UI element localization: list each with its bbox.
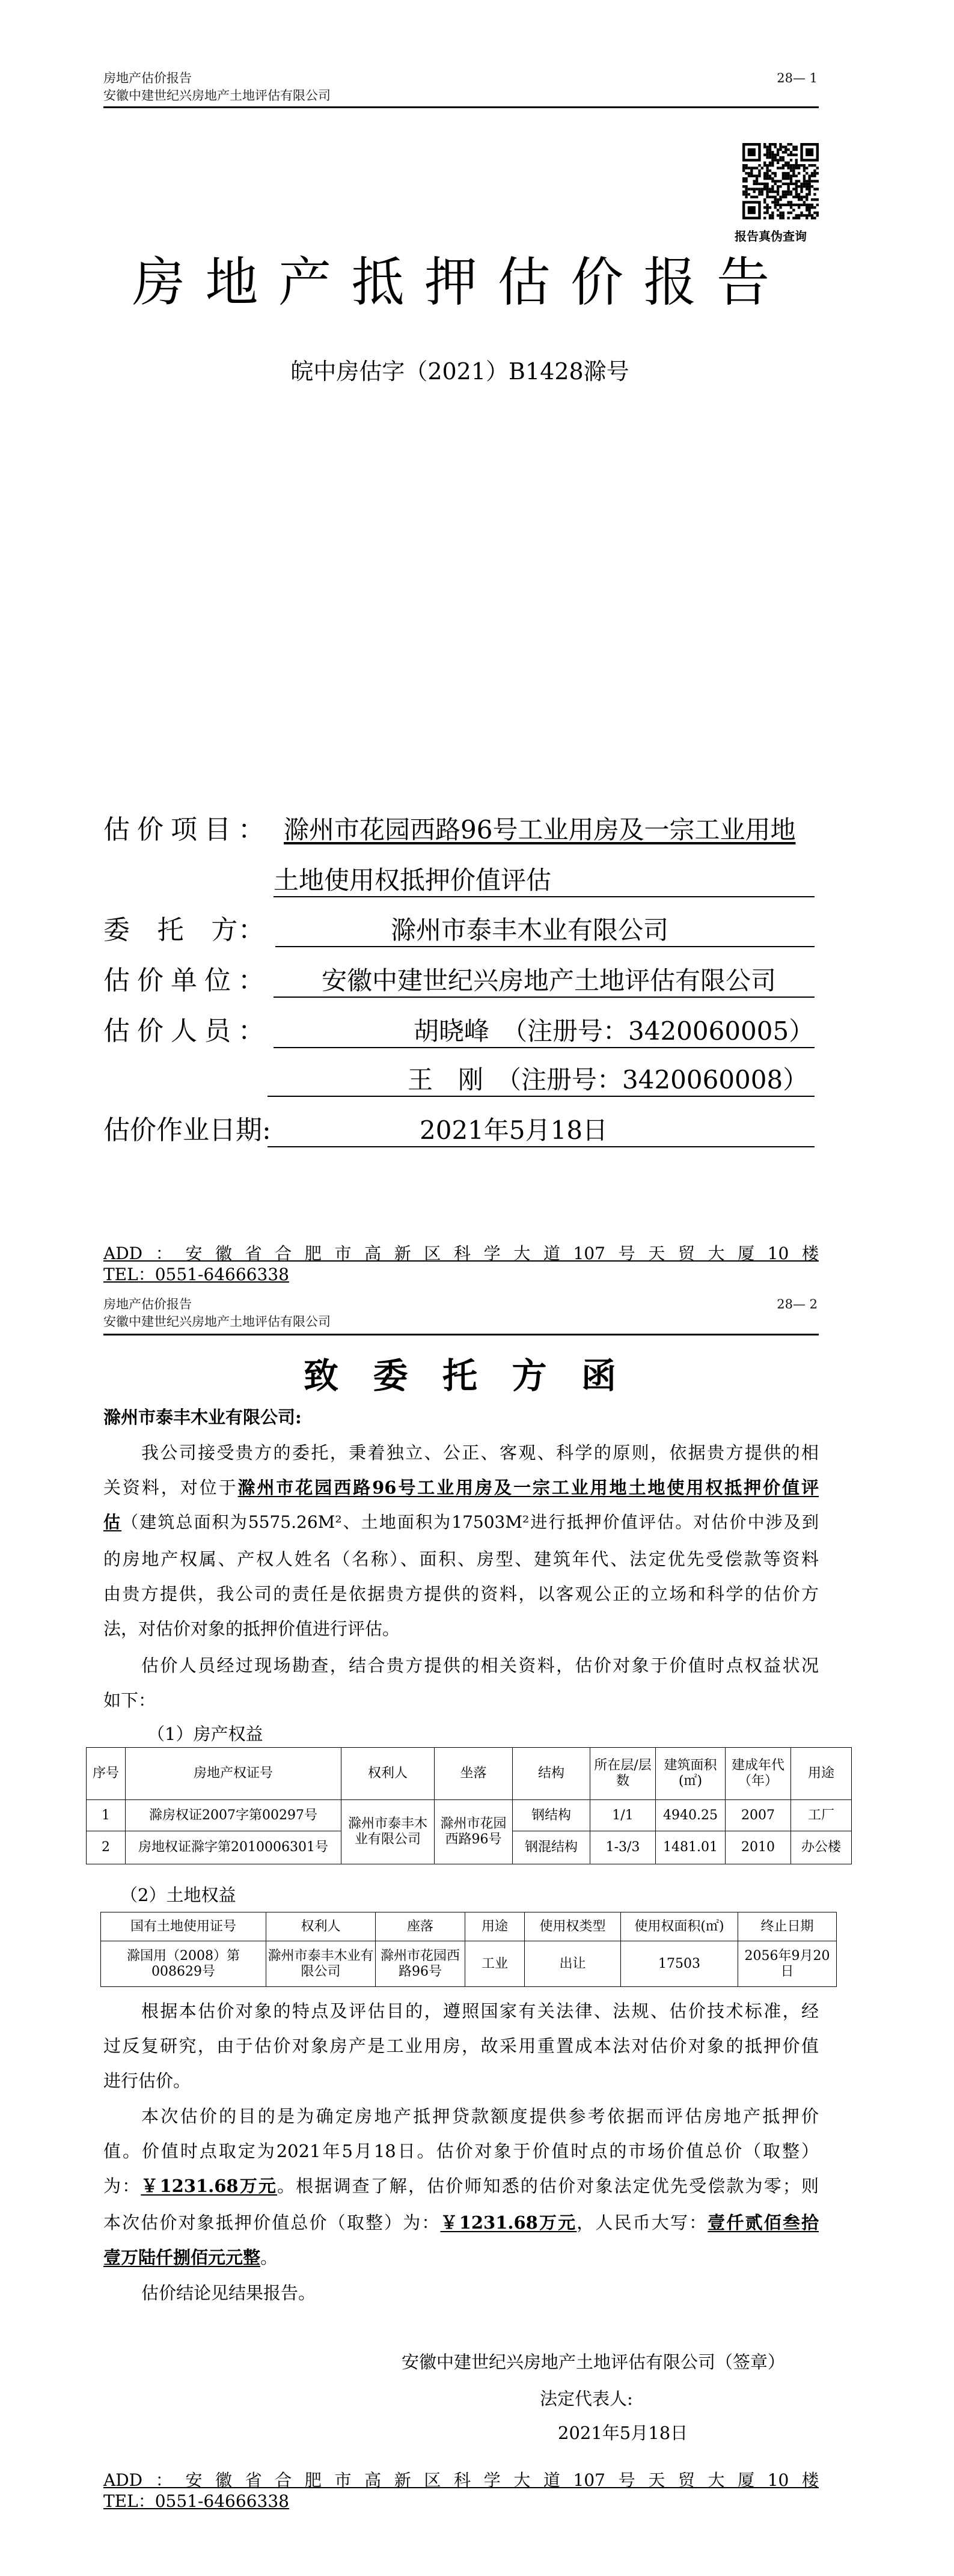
cell-cert: 滁房权证2007字第00297号 <box>126 1800 341 1831</box>
para4-line: 本次估价的目的是为确定房地产抵押贷款额度提供参考依据而评估房地产抵押价 <box>141 2106 819 2126</box>
cell-use: 工厂 <box>791 1800 852 1831</box>
para1-line: 我公司接受贵方的委托，秉着独立、公正、客观、科学的原则，依据贵方提供的相 <box>141 1442 819 1463</box>
footer-address: ADD：安徽省合肥市高新区科学大道107号天贸大厦10楼 <box>103 1244 819 1263</box>
cell-year: 2007 <box>726 1800 791 1831</box>
header-cell: 权利人 <box>341 1748 435 1800</box>
cell-floor: 1/1 <box>590 1800 656 1831</box>
page-number: 28— 1 <box>777 71 818 85</box>
header-cell: 建筑面积(㎡) <box>656 1748 726 1800</box>
cell-area: 17503 <box>621 1941 738 1987</box>
page-number: 28— 2 <box>777 1297 818 1311</box>
header-doc-type: 房地产估价报告 <box>103 71 192 85</box>
staff-label: 估价人员： <box>103 1016 264 1046</box>
qr-caption: 报告真伪查询 <box>735 229 807 243</box>
para1-line <box>103 1477 819 1498</box>
header-cell: 终止日期 <box>738 1912 837 1941</box>
text: （建筑总面积为5575.26M²、土地面积为17503M²进行抵押价值评估。对估价中涉及到 <box>121 1512 819 1532</box>
table-header-row <box>87 1748 852 1800</box>
header-cell: 使用权类型 <box>525 1912 621 1941</box>
cell-cert: 房地权证滁字第2010006301号 <box>126 1831 341 1864</box>
para3-line: 过反复研究，由于估价对象房产是工业用房，故采用重置成本法对估价对象的抵押价值 <box>103 2036 819 2056</box>
client-label: 委 托 方： <box>103 915 264 945</box>
header-cell: 权利人 <box>266 1912 376 1941</box>
para4-line: 值。价值时点取定为2021年5月18日。估价对象于价值时点的市场价值总价（取整） <box>103 2141 819 2161</box>
unit-label: 估价单位： <box>103 965 264 996</box>
text: 关资料，对位于 <box>103 1477 238 1498</box>
signature-date: 2021年5月18日 <box>558 2423 688 2443</box>
salutation: 滁州市泰丰木业有限公司: <box>103 1407 302 1427</box>
table-header-row <box>101 1912 837 1941</box>
mortgage-value: ￥1231.68万元 <box>440 2212 577 2233</box>
cell-structure: 钢混结构 <box>513 1831 590 1864</box>
para4-line <box>103 2212 819 2233</box>
value-in-words: 壹万陆仟捌佰元元整 <box>103 2247 261 2268</box>
signature-company: 安徽中建世纪兴房地产土地评估有限公司（签章） <box>402 2352 786 2372</box>
cell-year: 2010 <box>726 1831 791 1864</box>
qr-code-icon[interactable] <box>742 143 819 219</box>
text: 本次估价对象抵押价值总价（取整）为： <box>103 2212 441 2233</box>
para1-line: 法，对估价对象的抵押价值进行评估。 <box>103 1619 400 1639</box>
project-label: 估价项目： <box>103 814 264 845</box>
text: 。根据调查了解，估价师知悉的估价对象法定优先受偿款为零；则 <box>277 2176 819 2196</box>
table-row <box>87 1800 852 1831</box>
cell-structure: 钢结构 <box>513 1800 590 1831</box>
para4-line <box>103 2176 819 2196</box>
cell-owner: 滁州市泰丰木业有限公司 <box>341 1800 435 1864</box>
header-cell: 使用权面积(㎡) <box>621 1912 738 1941</box>
footer-tel: TEL：0551-64666338 <box>103 1265 289 1284</box>
staff-value-1: 胡晓峰 （注册号：3420060005） <box>274 1016 815 1048</box>
land-rights-heading: （2）土地权益 <box>120 1885 236 1905</box>
cell-location: 滁州市花园西路96号 <box>376 1941 465 1987</box>
cell-no: 2 <box>87 1831 126 1864</box>
project-value-line2: 土地使用权抵押价值评估 <box>274 865 815 897</box>
para3-line: 根据本估价对象的特点及评估目的，遵照国家有关法律、法规、估价技术标准，经 <box>141 2001 819 2021</box>
cell-location: 滁州市花园西路96号 <box>435 1800 513 1864</box>
para1-line: 的房地产权属、产权人姓名（名称）、面积、房型、建筑年代、法定优先受偿款等资料 <box>103 1549 819 1569</box>
text: ，人民币大写： <box>576 2212 708 2233</box>
header-cell: 用途 <box>465 1912 525 1941</box>
cell-end-date: 2056年9月20日 <box>738 1941 837 1987</box>
cell-right-type: 出让 <box>525 1941 621 1987</box>
header-cell: 序号 <box>87 1748 126 1800</box>
cell-floor: 1-3/3 <box>590 1831 656 1864</box>
header-cell: 结构 <box>513 1748 590 1800</box>
para5: 估价结论见结果报告。 <box>141 2283 316 2303</box>
value-in-words: 壹仟贰佰叁拾 <box>708 2212 819 2233</box>
property-name: 估 <box>103 1512 122 1532</box>
client-value: 滁州市泰丰木业有限公司 <box>275 915 815 947</box>
header-cell: 用途 <box>791 1748 852 1800</box>
house-rights-heading: （1）房产权益 <box>147 1724 263 1744</box>
para2-line: 如下： <box>103 1690 156 1711</box>
house-rights-table <box>86 1747 852 1864</box>
header-company: 安徽中建世纪兴房地产土地评估有限公司 <box>103 88 331 103</box>
para2-line: 估价人员经过现场勘查，结合贵方提供的相关资料，估价对象于价值时点权益状况 <box>141 1655 819 1676</box>
para3-line: 进行估价。 <box>103 2071 191 2091</box>
header-rule <box>103 1334 819 1335</box>
header-cell: 建成年代（年） <box>726 1748 791 1800</box>
report-title: 房地产抵押估价报告 <box>132 251 769 313</box>
date-label: 估价作业日期: <box>103 1115 271 1146</box>
property-name: 滁州市花园西路96号工业用房及一宗工业用地土地使用权抵押价值评 <box>237 1477 819 1498</box>
header-doc-type: 房地产估价报告 <box>103 1297 192 1311</box>
header-cell: 坐落 <box>435 1748 513 1800</box>
project-value-line1: 滁州市花园西路96号工业用房及一宗工业用地 <box>284 815 796 844</box>
header-rule <box>103 106 819 108</box>
cell-use: 办公楼 <box>791 1831 852 1864</box>
para1-line <box>103 1512 819 1533</box>
header-cell: 房地产权证号 <box>126 1748 341 1800</box>
market-value: ￥1231.68万元 <box>141 2176 278 2196</box>
land-rights-table <box>100 1912 837 1987</box>
text: 为： <box>103 2176 141 2196</box>
para4-line <box>103 2247 278 2268</box>
cell-area: 4940.25 <box>656 1800 726 1831</box>
header-cell: 所在层/层数 <box>590 1748 656 1800</box>
header-cell: 座落 <box>376 1912 465 1941</box>
cell-use: 工业 <box>465 1941 525 1987</box>
signature-representative: 法定代表人: <box>540 2388 633 2409</box>
unit-value: 安徽中建世纪兴房地产土地评估有限公司 <box>274 965 815 998</box>
date-value: 2021年5月18日 <box>268 1115 815 1147</box>
para1-line: 由贵方提供，我公司的责任是依据贵方提供的资料，以客观公正的立场和科学的估价方 <box>103 1584 819 1604</box>
cell-land-cert: 滁国用（2008）第008629号 <box>101 1941 266 1987</box>
staff-value-2: 王 刚 （注册号：3420060008） <box>268 1064 815 1097</box>
text: 。 <box>260 2247 278 2268</box>
letter-title: 致委托方函 <box>304 1355 616 1396</box>
cell-area: 1481.01 <box>656 1831 726 1864</box>
cell-owner: 滁州市泰丰木业有限公司 <box>266 1941 376 1987</box>
header-company: 安徽中建世纪兴房地产土地评估有限公司 <box>103 1314 331 1329</box>
footer-tel: TEL：0551-64666338 <box>103 2491 289 2511</box>
footer-address: ADD：安徽省合肥市高新区科学大道107号天贸大厦10楼 <box>103 2470 819 2490</box>
header-cell: 国有土地使用证号 <box>101 1912 266 1941</box>
cell-no: 1 <box>87 1800 126 1831</box>
table-row <box>101 1941 837 1987</box>
report-number: 皖中房估字（2021）B1428滁号 <box>290 358 629 385</box>
